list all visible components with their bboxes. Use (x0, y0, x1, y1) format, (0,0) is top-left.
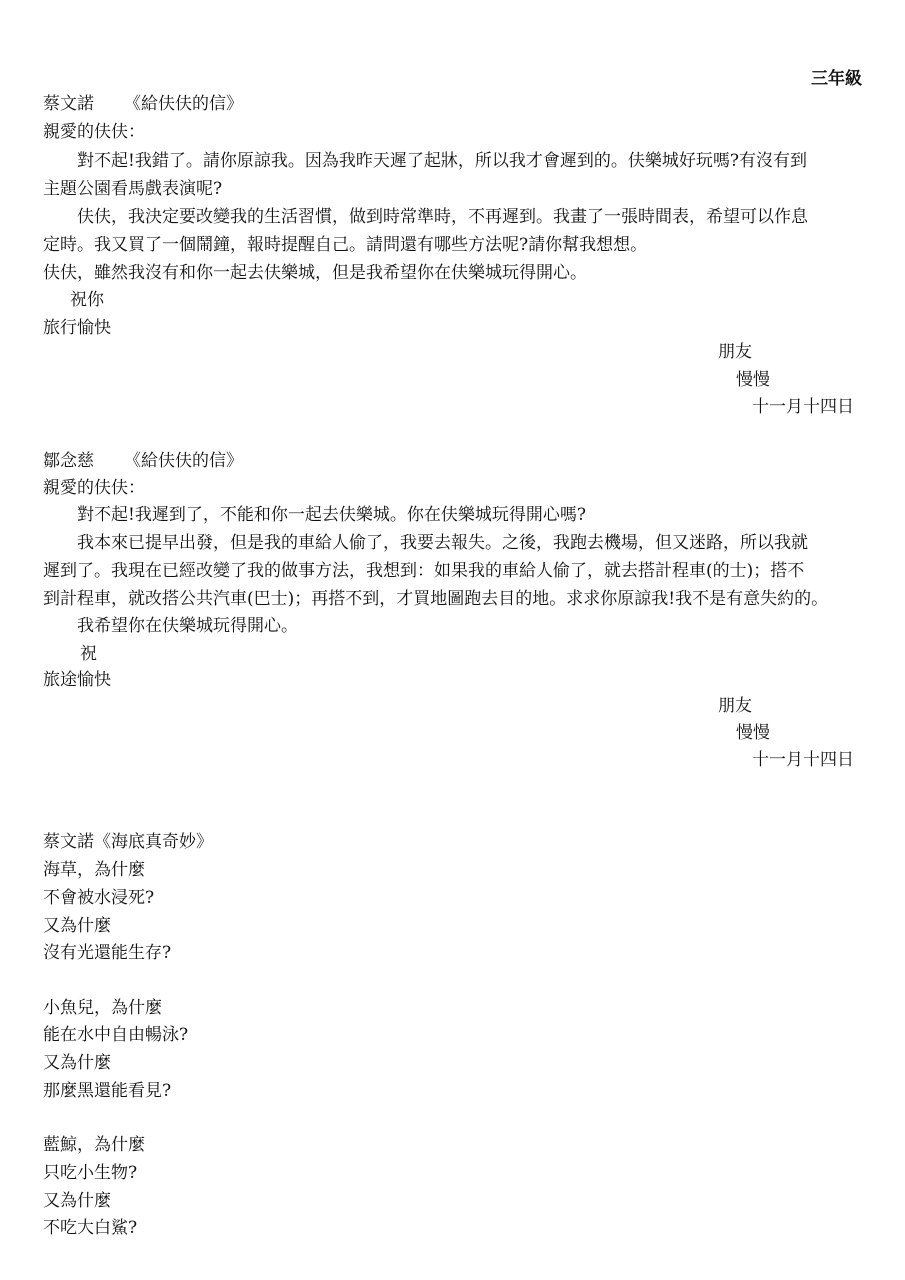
letter2-author: 鄒念慈 (43, 451, 94, 471)
letter1-paragraph3: 伕伕，雖然我沒有和你一起去伕樂城，但是我希望你在伕樂城玩得開心。 (43, 263, 587, 283)
poem-stanza2-line: 能在水中自由暢泳? (43, 1025, 189, 1045)
poem-stanza1-line: 沒有光還能生存? (43, 943, 172, 963)
poem-stanza2-line: 又為什麼 (43, 1053, 111, 1073)
letter2-heading (43, 447, 863, 475)
letter2-paragraph2-line2: 遲到了。我現在已經改變了我的做事方法，我想到：如果我的車給人偷了，就去搭計程車(的士)；搭不 (43, 561, 805, 581)
letter1-paragraph2-line2: 定時。我又買了一個鬧鐘，報時提醒自己。請問還有哪些方法呢?請你幫我想想。 (43, 235, 648, 255)
poem-stanza3-line: 又為什麼 (43, 1191, 111, 1211)
letter1-author: 蔡文諾 (43, 94, 94, 114)
poem-heading: 蔡文諾《海底真奇妙》 (43, 832, 213, 852)
letter1-paragraph2-line1: 伕伕，我決定要改變我的生活習慣，做到時常準時，不再遲到。我畫了一張時間表，希望可以作息 (77, 207, 808, 227)
letter2-date: 十一月十四日 (752, 750, 854, 770)
grade-label: 三年級 (811, 69, 862, 89)
letter2-title: 《給伕伕的信》 (124, 451, 243, 471)
letter1-title: 《給伕伕的信》 (124, 94, 243, 114)
poem-stanza1-line: 又為什麼 (43, 916, 111, 936)
letter2-closing-wish: 祝 (80, 644, 97, 664)
letter2-closing-phrase: 旅途愉快 (43, 670, 111, 690)
letter2-greeting: 親愛的伕伕： (43, 478, 145, 498)
letter1-closing-wish: 祝你 (70, 290, 104, 310)
letter2-paragraph1: 對不起!我遲到了，不能和你一起去伕樂城。你在伕樂城玩得開心嗎? (77, 505, 586, 525)
poem-stanza3-line: 不吃大白鯊? (43, 1218, 138, 1238)
poem-stanza3-line: 只吃小生物? (43, 1163, 138, 1183)
letter2-signature-name: 慢慢 (736, 723, 770, 743)
poem-stanza3-line: 藍鯨，為什麼 (43, 1135, 145, 1155)
letter1-signature-relation: 朋友 (718, 342, 752, 362)
poem-stanza1-line: 海草，為什麼 (43, 860, 145, 880)
poem-stanza2-line: 小魚兒，為什麼 (43, 998, 162, 1018)
letter1-heading (43, 90, 863, 118)
letter1-closing-phrase: 旅行愉快 (43, 318, 111, 338)
letter2-paragraph2-line1: 我本來已提早出發，但是我的車給人偷了，我要去報失。之後，我跑去機場，但又迷路，所以我就 (77, 533, 808, 553)
letter2-paragraph2-line3: 到計程車，就改搭公共汽車(巴士)；再搭不到，才買地圖跑去目的地。求求你原諒我!我不是有意失約的。 (43, 589, 829, 609)
letter1-greeting: 親愛的伕伕： (43, 122, 145, 142)
poem-stanza2-line: 那麼黑還能看見? (43, 1081, 172, 1101)
letter2-signature-relation: 朋友 (718, 696, 752, 716)
letter2-paragraph3: 我希望你在伕樂城玩得開心。 (77, 616, 298, 636)
letter1-paragraph1-line1: 對不起!我錯了。請你原諒我。因為我昨天遲了起牀，所以我才會遲到的。伕樂城好玩嗎?有沒有到 (77, 151, 807, 171)
poem-stanza1-line: 不會被水浸死? (43, 888, 155, 908)
letter1-signature-name: 慢慢 (736, 370, 770, 390)
letter1-paragraph1-line2: 主題公園看馬戲表演呢? (43, 179, 223, 199)
letter1-date: 十一月十四日 (752, 397, 854, 417)
